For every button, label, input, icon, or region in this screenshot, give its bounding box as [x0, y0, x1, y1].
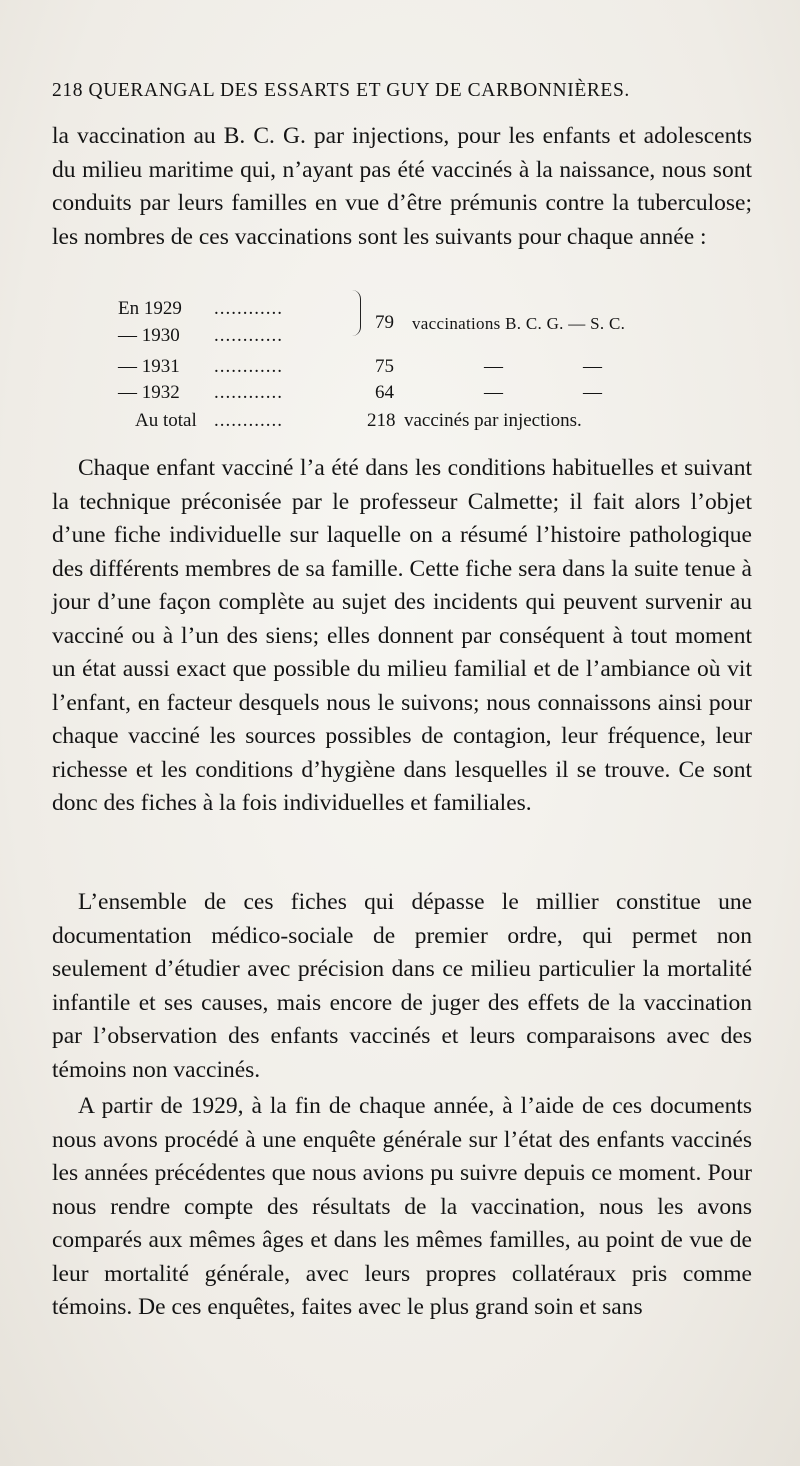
total-description: vaccinés par injections.: [404, 410, 582, 431]
row-dash-1932-a: —: [484, 382, 503, 403]
row-count-1931: 75: [375, 356, 394, 377]
row-dash-1931-a: —: [484, 356, 503, 377]
row-label-1931: — 1931: [118, 356, 180, 377]
row-label-1929: En 1929: [118, 298, 182, 319]
row-dash-1932-b: —: [583, 382, 602, 403]
paragraph-enquete: A partir de 1929, à la fin de chaque année, à l’aide de ces documents nous avons procédé à une enquête générale sur l’état des enfants vaccinés les années précédentes que nous avions pu suivre depuis ce moment. Pour nous rendre compte des résultats de la vaccination, nous les avons comparés aux mêmes âges et dans les mêmes familles, au point de vue de leur mortalité générale, avec leurs propres collatéraux pris comme témoins. De ces enquêtes, faites avec le plus grand soin et sans: [52, 1093, 752, 1320]
row-dots-1930: ............: [214, 325, 283, 346]
row-dash-1931-b: —: [583, 356, 602, 377]
row-count-1932: 64: [375, 382, 394, 403]
row-label-1932: — 1932: [118, 382, 180, 403]
total-label: Au total: [135, 410, 197, 431]
group-count: 79: [375, 312, 394, 333]
row-label-1930: — 1930: [118, 325, 180, 346]
total-count: 218: [367, 410, 396, 431]
row-dots-1931: ............: [214, 356, 283, 377]
total-dots: ............: [214, 410, 283, 431]
running-header: 218 QUERANGAL DES ESSARTS ET GUY DE CARBONNIÈRES.: [52, 80, 630, 101]
paragraph-intro: la vaccination au B. C. G. par injections, pour les enfants et adolescents du milieu maritime qui, n’ayant pas été vaccinés à la naissance, nous sont conduits par leurs familles en vue d’être prémunis contre la tuberculose; les nombres de ces vaccinations sont les suivants pour chaque année :: [52, 123, 752, 250]
row-dots-1932: ............: [214, 382, 283, 403]
group-description: vaccinations B. C. G. — S. C.: [412, 314, 626, 333]
paragraph-fiche: Chaque enfant vacciné l’a été dans les conditions habituelles et suivant la technique préconisée par le professeur Calmette; il fait alors l’objet d’une fiche individuelle sur laquelle on a résumé l’histoire pathologique des différents membres de sa famille. Cette fiche sera dans la suite tenue à jour d’une façon complète au sujet des incidents qui peuvent survenir au vacciné ou à l’un des siens; elles donnent par conséquent à tout moment un état aussi exact que possible du milieu familial et de l’ambiance où vit l’enfant, en facteur desquels nous le suivons; nous connaissons ainsi pour chaque vacciné les sources possibles de contagion, leur fréquence, leur richesse et les conditions d’hygiène dans lesquelles il se trouve. Ce sont donc des fiches à la fois individuelles et familiales.: [52, 455, 752, 816]
row-dots-1929: ............: [214, 298, 283, 319]
brace-glyph: [352, 290, 361, 336]
paragraph-ensemble: L’ensemble de ces fiches qui dépasse le millier constitue une documentation médico-sociale de premier ordre, qui permet non seulement d’étudier avec précision dans ce milieu particulier la mortalité infantile et ses causes, mais encore de juger des effets de la vaccination par l’observation des enfants vaccinés et leurs comparaisons avec des témoins non vaccinés.: [52, 889, 752, 1083]
